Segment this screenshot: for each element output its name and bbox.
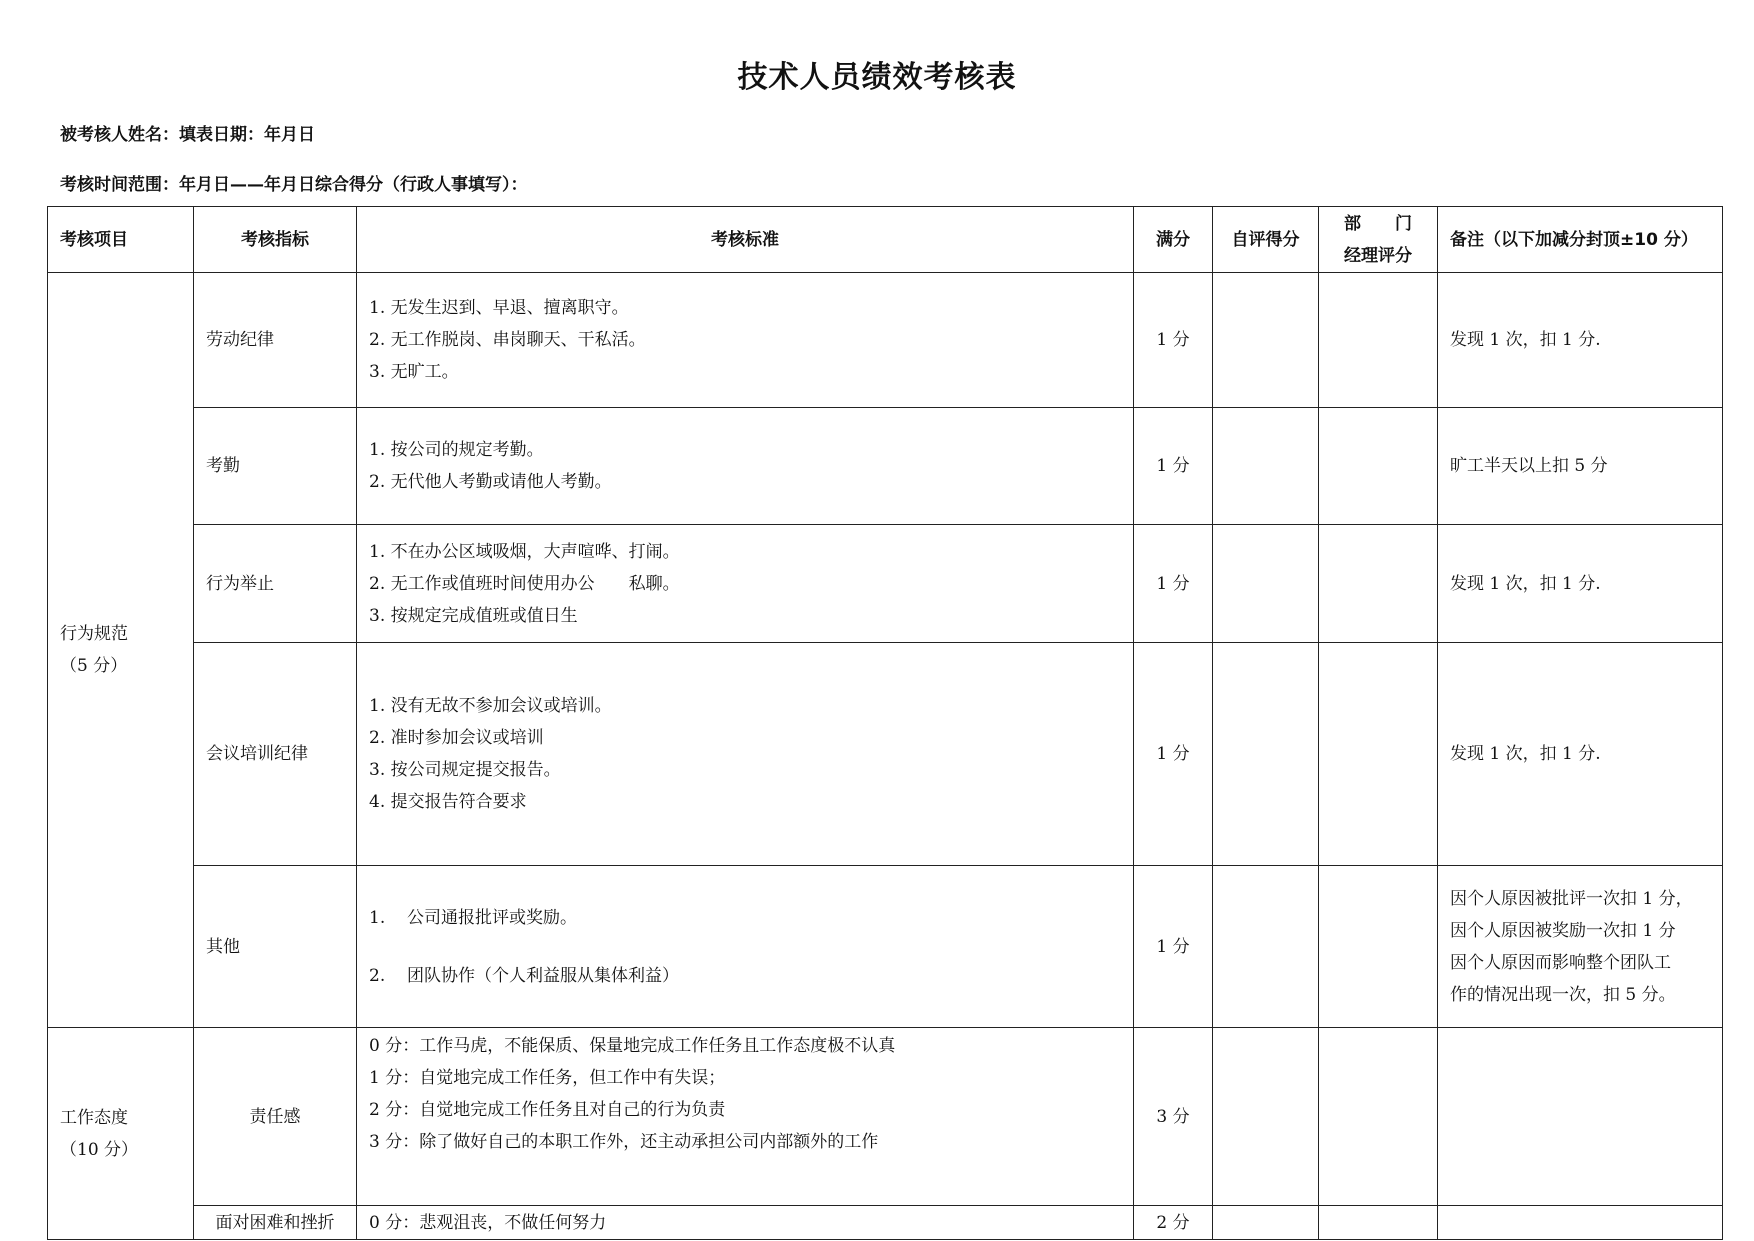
remark-cell: 发现 1 次，扣 1 分. [1438,273,1723,408]
manager-score-cell[interactable] [1319,1028,1438,1206]
full-score-cell: 1 分 [1134,643,1213,866]
project-name: 行为规范 [60,624,128,644]
standard-line: 2. 无工作脱岗、串岗聊天、干私活。 [369,330,646,350]
project-cell [48,273,194,1028]
standard-cell [357,408,1134,525]
remark-line: 作的情况出现一次，扣 5 分。 [1450,984,1676,1005]
indicator-cell: 其他 [194,866,357,1028]
standard-cell [357,273,1134,408]
remark-line: 因个人原因而影响整个团队工 [1450,952,1671,973]
manager-score-cell[interactable] [1319,1206,1438,1240]
manager-score-cell[interactable] [1319,643,1438,866]
project-points: （5 分） [60,656,128,676]
self-score-cell[interactable] [1213,408,1319,525]
standard-cell [357,643,1134,866]
remark-line: 因个人原因被批评一次扣 1 分， [1450,888,1693,909]
standard-line: 1. 按公司的规定考勤。 [369,440,544,460]
header-manager-score-line1: 部 门 [1344,213,1412,234]
appraisal-table [47,206,1723,1240]
full-score-cell: 2 分 [1134,1206,1213,1240]
standard-cell [357,525,1134,643]
header-self-score: 自评得分 [1213,207,1319,273]
standard-line [369,960,1121,992]
self-score-cell[interactable] [1213,866,1319,1028]
manager-score-cell[interactable] [1319,866,1438,1028]
standard-cell [357,1028,1134,1206]
indicator-cell: 劳动纪律 [194,273,357,408]
standard-line: 0 分：工作马虎，不能保质、保量地完成工作任务且工作态度极不认真 [369,1036,896,1056]
page-title: 技术人员绩效考核表 [737,60,1017,95]
header-indicator: 考核指标 [194,207,357,273]
table-row [48,1028,1723,1206]
remark-line: 因个人原因被奖励一次扣 1 分 [1450,920,1676,941]
manager-score-cell[interactable] [1319,408,1438,525]
standard-line: 2. 准时参加会议或培训 [369,728,544,748]
remark-cell [1438,1028,1723,1206]
info-line-name-date: 被考核人姓名：填表日期：年月日 [60,125,315,145]
table-row [48,1206,1723,1240]
standard-line: 3. 无旷工。 [369,362,459,382]
standard-cell [357,866,1134,1028]
standard-cell: 0 分：悲观沮丧，不做任何努力 [357,1206,1134,1240]
standard-line: 2 分：自觉地完成工作任务且对自己的行为负责 [369,1100,726,1120]
project-cell [48,1028,194,1240]
self-score-cell[interactable] [1213,273,1319,408]
standard-line: 3 分：除了做好自己的本职工作外，还主动承担公司内部额外的工作 [369,1132,879,1152]
standard-number: 2. [369,965,386,986]
standard-text: 团队协作（个人利益服从集体利益） [407,965,679,986]
standard-text: 公司通报批评或奖励。 [407,907,577,928]
table-row [48,273,1723,408]
table-row [48,408,1723,525]
header-manager-score-line2: 经理评分 [1344,245,1412,266]
self-score-cell[interactable] [1213,643,1319,866]
full-score-cell: 1 分 [1134,866,1213,1028]
indicator-cell: 行为举止 [194,525,357,643]
project-name: 工作态度 [60,1107,128,1128]
header-remark: 备注（以下加减分封顶±10 分） [1438,207,1723,273]
table-row [48,866,1723,1028]
table-row [48,643,1723,866]
table-row [48,525,1723,643]
table-header-row [48,207,1723,273]
self-score-cell[interactable] [1213,1028,1319,1206]
header-full-score: 满分 [1134,207,1213,273]
full-score-cell: 1 分 [1134,273,1213,408]
header-manager-score [1319,207,1438,273]
indicator-cell: 责任感 [194,1028,357,1206]
remark-cell [1438,1206,1723,1240]
manager-score-cell[interactable] [1319,273,1438,408]
full-score-cell: 1 分 [1134,525,1213,643]
standard-line: 3. 按公司规定提交报告。 [369,760,561,780]
full-score-cell: 3 分 [1134,1028,1213,1206]
standard-line: 1. 没有无故不参加会议或培训。 [369,696,612,716]
remark-cell: 发现 1 次，扣 1 分. [1438,643,1723,866]
standard-line: 2. 无工作或值班时间使用办公 私聊。 [369,573,680,594]
full-score-cell: 1 分 [1134,408,1213,525]
indicator-cell: 会议培训纪律 [194,643,357,866]
manager-score-cell[interactable] [1319,525,1438,643]
remark-cell: 发现 1 次，扣 1 分. [1438,525,1723,643]
standard-line: 3. 按规定完成值班或值日生 [369,605,578,626]
standard-number: 1. [369,907,386,928]
project-points: （10 分） [60,1139,139,1160]
indicator-cell: 面对困难和挫折 [194,1206,357,1240]
standard-line [369,902,1121,934]
standard-line: 2. 无代他人考勤或请他人考勤。 [369,472,612,492]
standard-line: 1 分：自觉地完成工作任务，但工作中有失误； [369,1068,726,1088]
spacer [369,934,1121,960]
remark-cell [1438,866,1723,1028]
header-project: 考核项目 [48,207,194,273]
self-score-cell[interactable] [1213,525,1319,643]
standard-line: 1. 不在办公区域吸烟，大声喧哗、打闹。 [369,541,680,562]
indicator-cell: 考勤 [194,408,357,525]
info-line-period-score: 考核时间范围：年月日——年月日综合得分（行政人事填写）： [60,175,528,195]
header-standard: 考核标准 [357,207,1134,273]
self-score-cell[interactable] [1213,1206,1319,1240]
remark-cell: 旷工半天以上扣 5 分 [1438,408,1723,525]
standard-line: 1. 无发生迟到、早退、擅离职守。 [369,298,629,318]
standard-line: 4. 提交报告符合要求 [369,792,527,812]
